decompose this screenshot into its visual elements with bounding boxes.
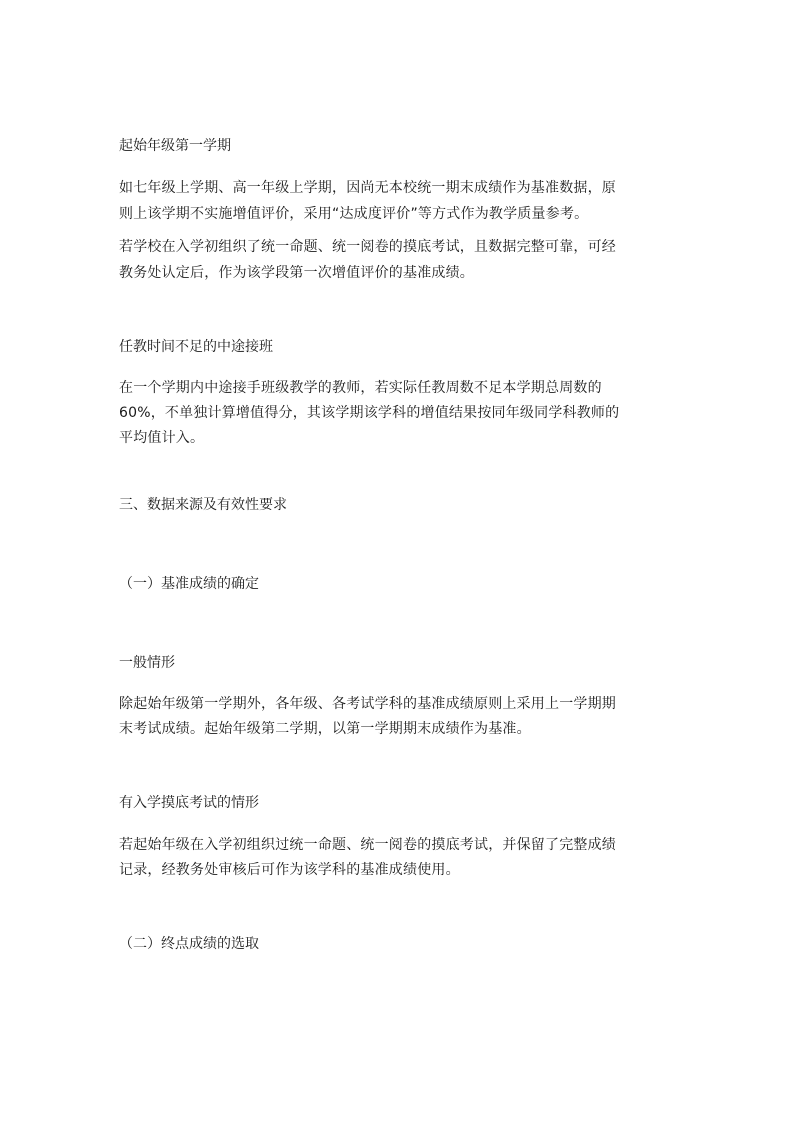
paragraph-line: 60%，不单独计算增值得分，其该学期该学科的增值结果按同年级同学科教师的 bbox=[119, 405, 620, 421]
paragraph-line: 若起始年级在入学初组织过统一命题、统一阅卷的摸底考试，并保留了完整成绩 bbox=[119, 837, 616, 853]
paragraph-line: 平均值计入。 bbox=[119, 430, 205, 446]
heading-entrance-exam-case: 有入学摸底考试的情形 bbox=[119, 795, 259, 811]
paragraph-line: 若学校在入学初组织了统一命题、统一阅卷的摸底考试，且数据完整可靠，可经 bbox=[119, 239, 616, 255]
heading-initial-grade-first-term: 起始年级第一学期 bbox=[119, 138, 231, 154]
paragraph-line: 教务处认定后，作为该学段第一次增值评价的基准成绩。 bbox=[119, 265, 474, 281]
heading-general-case: 一般情形 bbox=[119, 655, 175, 671]
heading-midterm-takeover: 任教时间不足的中途接班 bbox=[119, 339, 273, 355]
paragraph-line: 则上该学期不实施增值评价，采用“达成度评价”等方式作为教学质量参考。 bbox=[119, 206, 589, 222]
paragraph-line: 在一个学期内中途接手班级教学的教师，若实际任教周数不足本学期总周数的 bbox=[119, 380, 602, 396]
heading-subsection-1: （一）基准成绩的确定 bbox=[119, 576, 259, 592]
paragraph-line: 如七年级上学期、高一年级上学期，因尚无本校统一期末成绩作为基准数据，原 bbox=[119, 180, 616, 196]
paragraph-line: 记录，经教务处审核后可作为该学科的基准成绩使用。 bbox=[119, 862, 460, 878]
paragraph-line: 末考试成绩。起始年级第二学期，以第一学期期末成绩作为基准。 bbox=[119, 721, 531, 737]
heading-section-3: 三、数据来源及有效性要求 bbox=[119, 497, 287, 513]
paragraph-line: 除起始年级第一学期外，各年级、各考试学科的基准成绩原则上采用上一学期期 bbox=[119, 696, 616, 712]
heading-subsection-2: （二）终点成绩的选取 bbox=[119, 936, 259, 952]
